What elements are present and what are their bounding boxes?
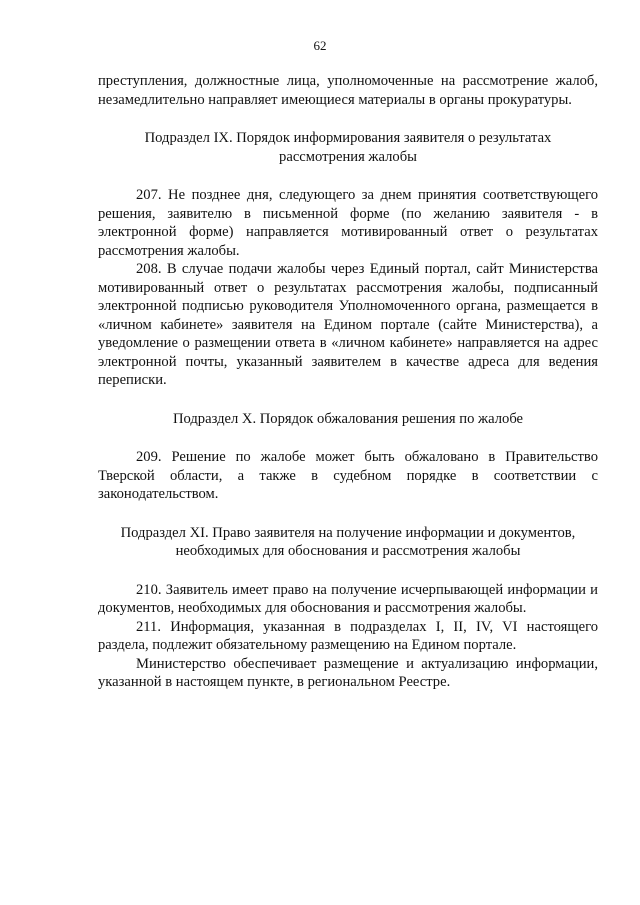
subsection-heading-xi: Подраздел XI. Право заявителя на получение информации и документов, необходимых для обоснования и рассмотрения жалобы bbox=[120, 524, 576, 559]
subsection-heading-x: Подраздел X. Порядок обжалования решения по жалобе bbox=[172, 410, 524, 427]
paragraph-208: 208. В случае подачи жалобы через Единый портал, сайт Министерства мотивированный ответ о результатах рассмотрения жалобы, подписанный электронной подписью руководителя Уполномоченного органа, размещается в «личном кабинете» заявителя на Едином портале (сайте Министерства), а уведомление о размещении ответа в «личном кабинете» направляется на адрес электронной почты, указанный заявителем в качестве адреса для ведения переписки. bbox=[98, 261, 598, 388]
paragraph-211: 211. Информация, указанная в подразделах I, II, IV, VI настоящего раздела, подлежит обязательному размещению на Едином портале. bbox=[98, 618, 598, 653]
subsection-heading-ix: Подраздел IX. Порядок информирования заявителя о результатах рассмотрения жалобы bbox=[144, 130, 552, 165]
paragraph-ministry: Министерство обеспечивает размещение и актуализацию информации, указанной в настоящем пункте, в региональном Реестре. bbox=[98, 655, 598, 690]
paragraph-207: 207. Не позднее дня, следующего за днем принятия соответствующего решения, заявителю в письменной форме (по желанию заявителя - в электронной форме) направляется мотивированный ответ о результатах рассмотрения жалобы. bbox=[98, 187, 598, 259]
page-number: 62 bbox=[313, 38, 327, 53]
paragraph-209: 209. Решение по жалобе может быть обжаловано в Правительство Тверской области, а также в судебном порядке в соответствии с законодательством. bbox=[98, 449, 598, 502]
document-body bbox=[98, 72, 598, 692]
paragraph-210: 210. Заявитель имеет право на получение исчерпывающей информации и документов, необходимых для обоснования и рассмотрения жалобы. bbox=[98, 581, 598, 616]
paragraph-continuation: преступления, должностные лица, уполномоченные на рассмотрение жалоб, незамедлительно направляет имеющиеся материалы в органы прокуратуры. bbox=[98, 73, 598, 108]
